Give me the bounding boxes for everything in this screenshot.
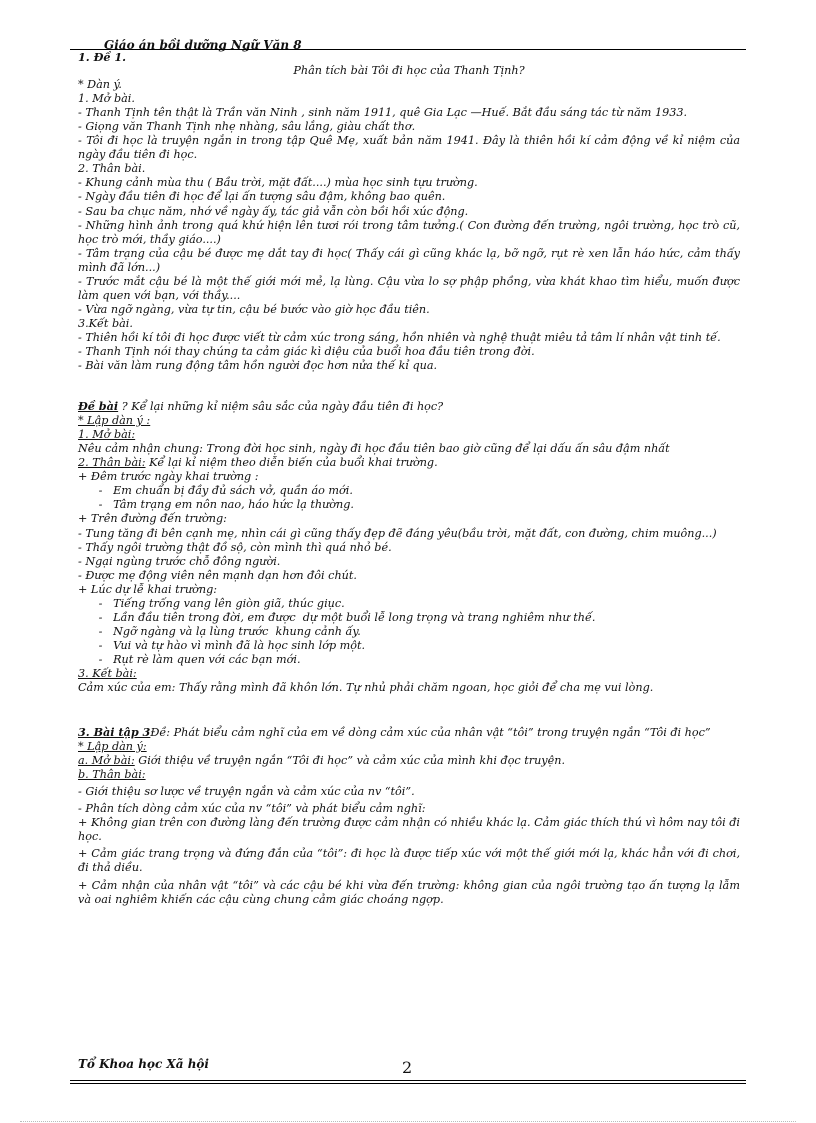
section2-line: - Vui và tự hào vì mình đã là học sinh lớp một.	[88, 638, 366, 652]
section1-line: * Dàn ý.	[78, 78, 122, 92]
section2-line: - Tung tăng đi bên cạnh mẹ, nhìn cái gì cũng thấy đẹp đẽ đáng yêu(bầu trời, mặt đất, con đường, chim muông...)	[78, 526, 717, 540]
section1-line: - Tôi đi học là truyện ngắn in trong tập Quê Mẹ, xuất bản năm 1941. Đây là thiên hồi kí cảm động về kỉ niệm của ngày đầu tiên đi học.	[78, 134, 740, 162]
section3-intro-text: Giới thiệu về truyện ngắn “Tôi đi học” và cảm xúc của mình khi đọc truyện.	[134, 754, 566, 768]
section1-heading: 1. Đề 1.	[78, 50, 127, 64]
section3-line: - Giới thiệu sơ lược về truyện ngắn và cảm xúc của nv “tôi”.	[78, 785, 415, 799]
section3-line: + Cảm giác trang trọng và đứng đắn của “tôi”: đi học là được tiếp xúc với một thế giới mới lạ, khác hẳn với đi chơi, đi thả diều.	[78, 847, 740, 875]
section1-line: - Những hình ảnh trong quá khứ hiện lên tươi rói trong tâm tưởng.( Con đường đến trường, ngôi trường, học trò cũ, học trò mới, thầy giáo....)	[78, 218, 740, 246]
section2-prompt: ? Kể lại những kỉ niệm sâu sắc của ngày đầu tiên đi học?	[118, 400, 444, 414]
section3-line: + Không gian trên con đường làng đến trường được cảm nhận có nhiều khác lạ. Cảm giác thích thú vì hôm nay tôi đi học.	[78, 816, 740, 844]
section2-line: + Đêm trước ngày khai trường :	[78, 470, 259, 484]
section2-body-label: 2. Thân bài:	[78, 456, 146, 470]
section1-line: 3.Kết bài.	[78, 316, 133, 330]
section3-prompt: Đề: Phát biểu cảm nghĩ của em về dòng cảm xúc của nhân vật “tôi” trong truyện ngắn “Tôi đi học”	[150, 726, 711, 740]
section2-outline-label: * Lập dàn ý :	[78, 414, 151, 428]
section2-conclusion-label: 3. Kết bài:	[78, 666, 137, 680]
page-edge-dotted-line	[20, 1121, 796, 1122]
section2-line: - Thấy ngôi trường thật đồ sộ, còn mình thì quá nhỏ bé.	[78, 540, 392, 554]
section1-line: - Bài văn làm rung động tâm hồn người đọc hơn nửa thế kỉ qua.	[78, 359, 438, 373]
section1-line: - Ngày đầu tiên đi học để lại ấn tượng sâu đậm, không bao quên.	[78, 190, 446, 204]
section2-prompt-line	[78, 399, 740, 414]
page-number: 2	[402, 1058, 413, 1077]
section1-line: - Sau ba chục năm, nhớ về ngày ấy, tác giả vẫn còn bồi hồi xúc động.	[78, 204, 469, 218]
section3-line: + Cảm nhận của nhân vật “tôi” và các cậu bé khi vừa đến trường: không gian của ngôi trường tạo ấn tượng lạ lẫm và oai nghiêm khiến các cậu cùng chung cảm giác choáng ngợp.	[78, 878, 740, 906]
footer-rule	[70, 1080, 746, 1081]
section3-line: - Phân tích dòng cảm xúc của nv “tôi” và phát biểu cảm nghĩ:	[78, 802, 426, 816]
section2-line: - Được mẹ động viên nên mạnh dạn hơn đôi chút.	[78, 568, 357, 582]
section2-intro-text: Nêu cảm nhận chung: Trong đời học sinh, ngày đi học đầu tiên bao giờ cũng để lại dấu ấn sâu đậm nhất	[78, 442, 670, 456]
section3-body-label: b. Thân bài:	[78, 768, 146, 782]
section2-intro-label: 1. Mở bài:	[78, 428, 136, 442]
section2-line: + Trên đường đến trường:	[78, 512, 227, 526]
section1-line: - Thanh Tịnh tên thật là Trần văn Ninh , sinh năm 1911, quê Gia Lạc —Huế. Bắt đầu sáng tác từ năm 1933.	[78, 106, 688, 120]
section2-line: - Tâm trạng em nôn nao, háo hức lạ thường.	[88, 498, 354, 512]
section1-line: 1. Mở bài.	[78, 92, 135, 106]
section1-line: - Khung cảnh mùa thu ( Bầu trời, mặt đất....) mùa học sinh tựu trường.	[78, 176, 478, 190]
section1-line: - Tâm trạng của cậu bé được mẹ dắt tay đi học( Thấy cái gì cũng khác lạ, bỡ ngỡ, rụt rè xen lẫn háo hức, cảm thấy mình đã lớn...)	[78, 246, 740, 274]
section2-line: - Tiếng trống vang lên giòn giã, thúc giục.	[88, 596, 345, 610]
section2-line: - Lần đầu tiên trong đời, em được dự một buổi lễ long trọng và trang nghiêm như thế.	[88, 610, 596, 624]
section2-conclusion-text: Cảm xúc của em: Thấy rằng mình đã khôn lớn. Tự nhủ phải chăm ngoan, học giỏi để cha mẹ vui lòng.	[78, 681, 654, 695]
section2-line: - Ngỡ ngàng và lạ lùng trước khung cảnh ấy.	[88, 624, 361, 638]
header-title: Giáo án bồi dưỡng Ngữ Văn 8	[104, 38, 302, 52]
section1-line: - Giọng văn Thanh Tịnh nhẹ nhàng, sâu lắng, giàu chất thơ.	[78, 120, 416, 134]
section2-line: - Ngại ngùng trước chỗ đông người.	[78, 554, 281, 568]
section1-line: - Thanh Tịnh nói thay chúng ta cảm giác kì diệu của buổi hoa đầu tiên trong đời.	[78, 344, 535, 358]
document-body	[78, 50, 740, 907]
section3-label: 3. Bài tập 3	[78, 725, 151, 740]
section2-label: Đề bài	[78, 399, 119, 414]
section1-line: - Thiên hồi kí tôi đi học được viết từ cảm xúc trong sáng, hồn nhiên và nghệ thuật miêu tả tâm lí nhân vật tinh tế.	[78, 330, 721, 344]
section3-intro-label: a. Mở bài:	[78, 754, 135, 768]
footer-department: Tổ Khoa học Xã hội	[78, 1057, 209, 1071]
section3-prompt-line	[78, 725, 740, 740]
section3-outline-label: * Lập dàn ý:	[78, 740, 147, 754]
footer-rule-double	[70, 1083, 746, 1084]
section2-line: - Rụt rè làm quen với các bạn mới.	[88, 652, 301, 666]
section1-line: - Trước mắt cậu bé là một thế giới mới mẻ, lạ lùng. Cậu vừa lo sợ phập phồng, vừa khát khao tìm hiểu, muốn được làm quen với bạn, với thầy....	[78, 274, 740, 302]
section2-line: + Lúc dự lễ khai trường:	[78, 582, 218, 596]
section1-line: 2. Thân bài.	[78, 162, 146, 176]
section1-title: Phân tích bài Tôi đi học của Thanh Tịnh?	[293, 64, 525, 78]
section2-line: - Em chuẩn bị đầy đủ sách vở, quần áo mới.	[88, 484, 353, 498]
section1-line: - Vừa ngỡ ngàng, vừa tự tin, cậu bé bước vào giờ học đầu tiên.	[78, 302, 430, 316]
section2-body-text: Kể lại kỉ niệm theo diễn biến của buổi khai trường.	[145, 456, 438, 470]
